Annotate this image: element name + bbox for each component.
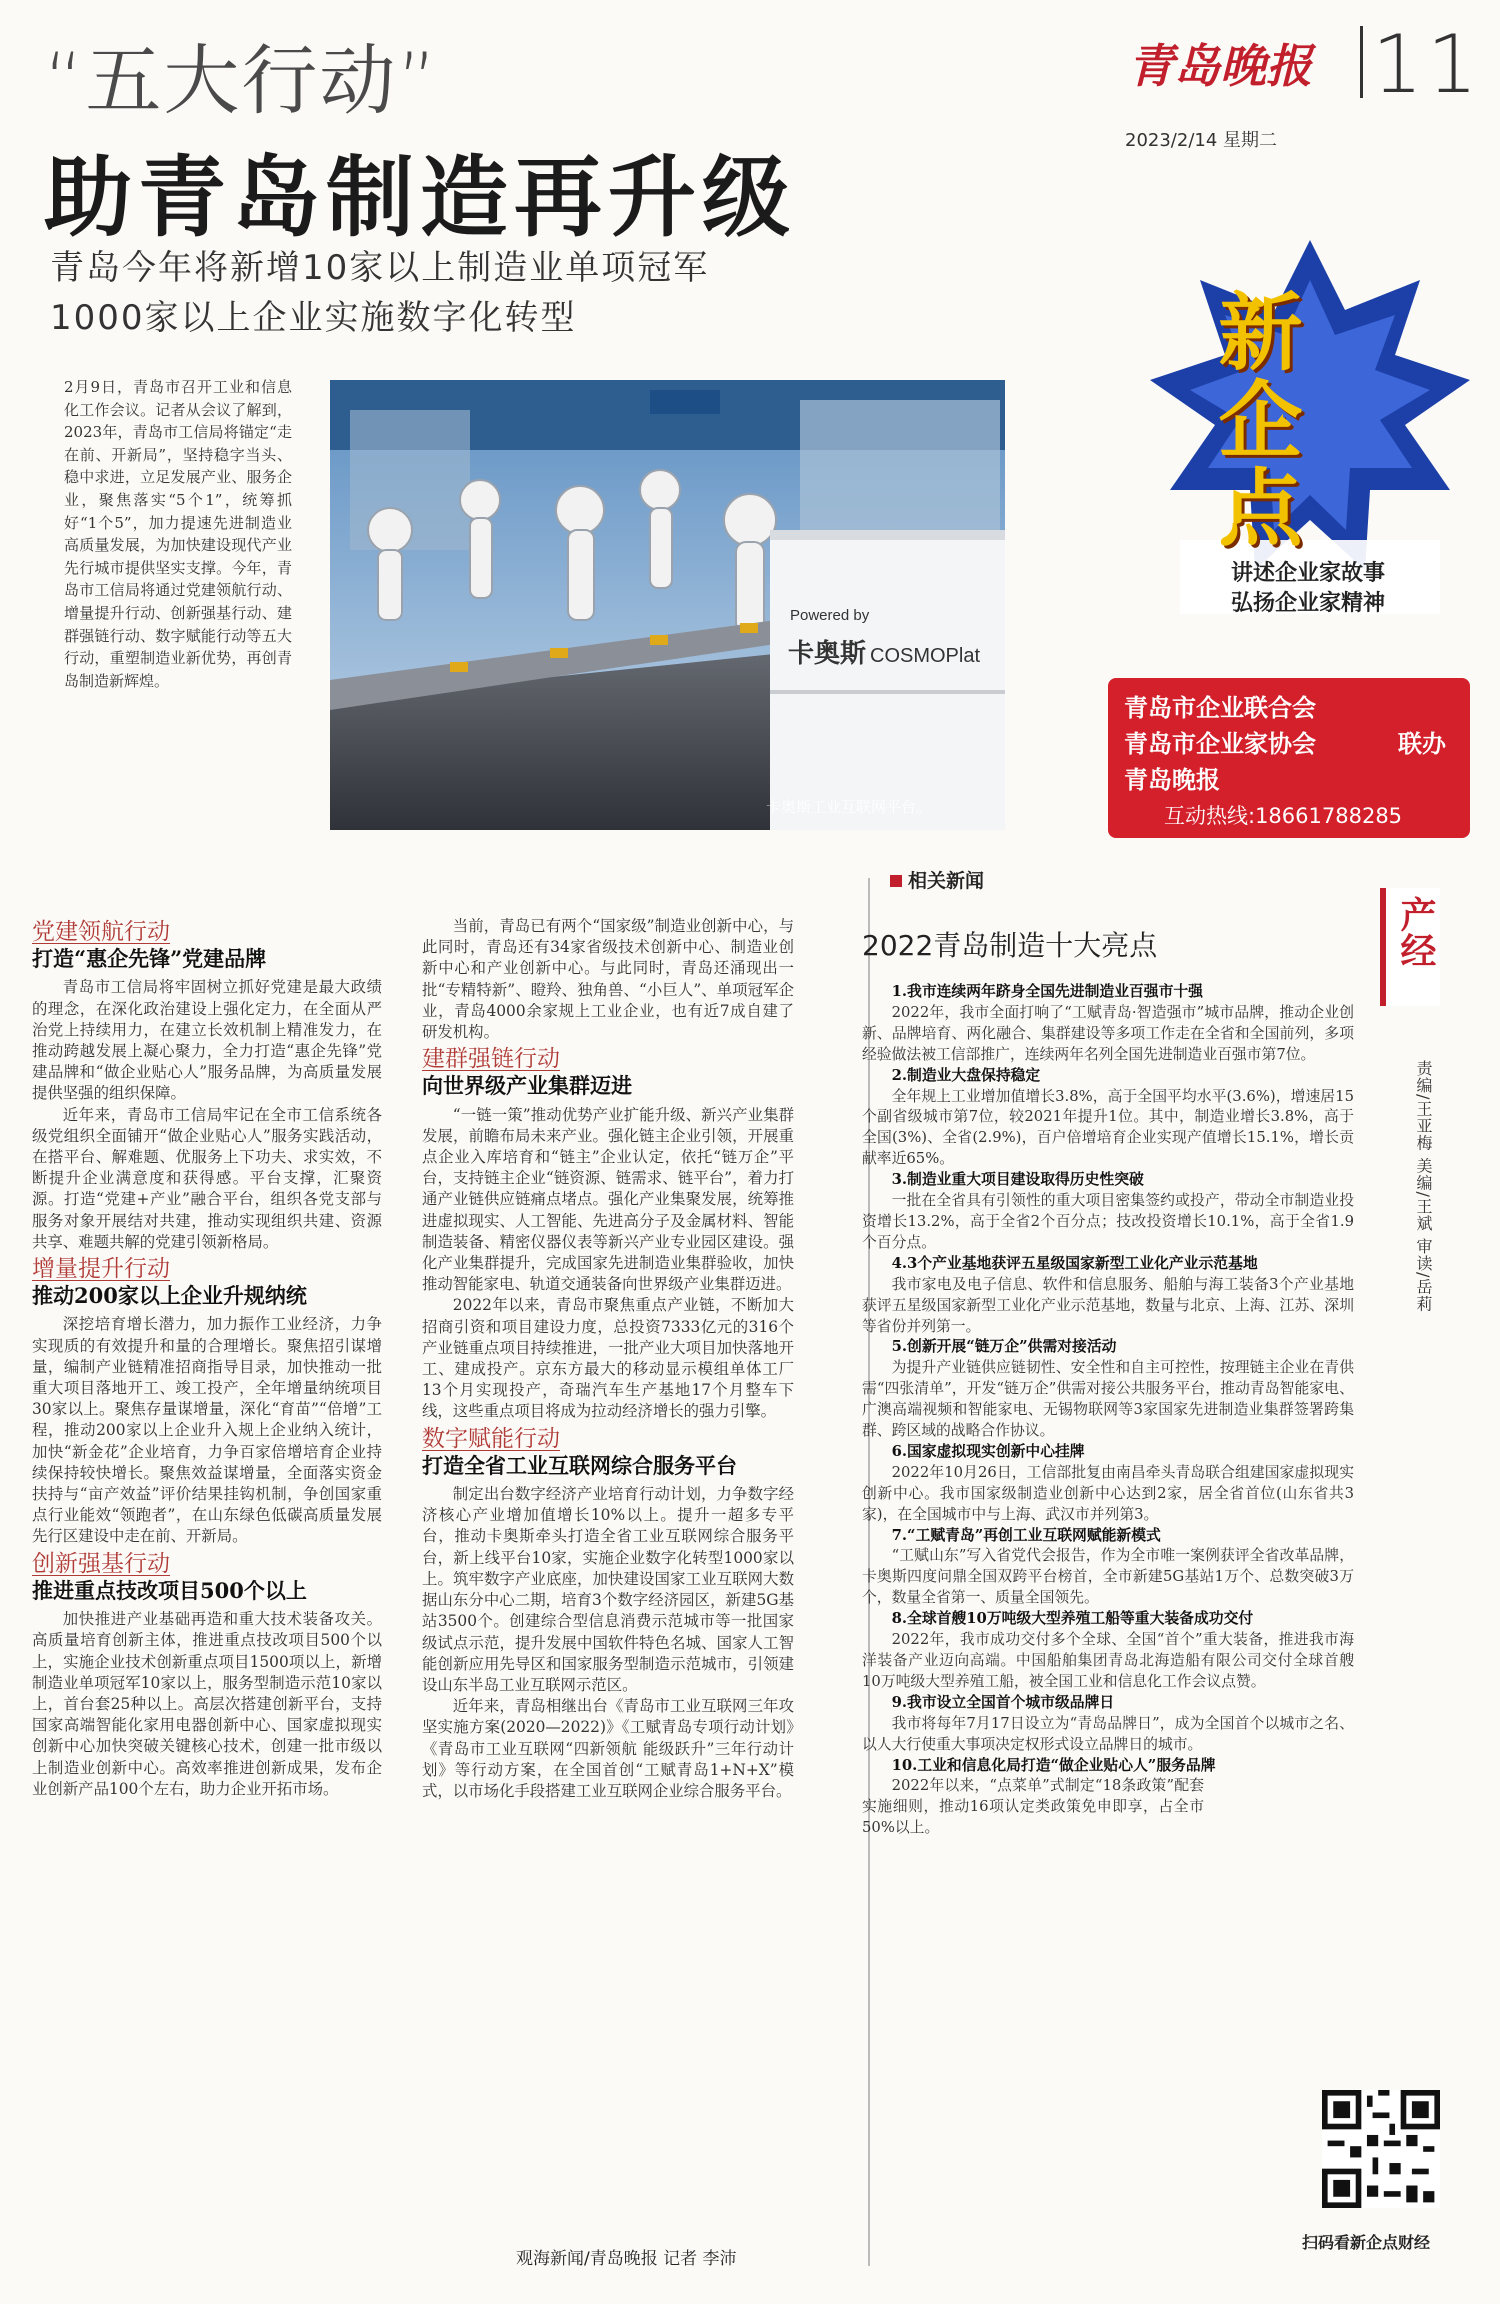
headline-main: 助青岛制造再升级 bbox=[44, 146, 797, 249]
paragraph: 近年来，青岛相继出台《青岛市工业互联网三年攻坚实施方案(2020—2022)》《工赋青岛专项行动计划》《青岛市工业互联网“四新领航 能级跃升”三年行动计划》等行动方案，在全国首创“工赋青岛1+N+X”模式，以市场化手段搭建工业互联网企业综合服务平台。 bbox=[422, 1697, 794, 1800]
paragraph: 近年来，青岛市工信局牢记在全市工信系统各级党组织全面铺开“做企业贴心人”服务实践活动，在搭平台、解难题、优服务上下功夫、求实效，不断提升企业满意度和获得感。平台支撑，汇聚资源。打造“党建+产业”融合平台，组织各党支部与服务对象开展结对共建，推动实现组织共建、资源共享、难题共解的党建引领新格局。 bbox=[32, 1105, 382, 1251]
badge-slogan-1: 讲述企业家故事 bbox=[1230, 561, 1385, 586]
byline: 观海新闻/青岛晚报 记者 李沛 bbox=[516, 2249, 737, 2269]
section-subtitle: 推进重点技改项目500个以上 bbox=[32, 1577, 307, 1603]
factory-photo bbox=[330, 380, 1005, 830]
list-item-body: “工赋山东”写入省党代会报告，作为全市唯一案例获评全省改革品牌，卡奥斯四度问鼎全国双跨平台榜首，全市新建5G基站1万个、总数突破3万个，数量全省第一、质量全国领先。 bbox=[862, 1547, 1354, 1607]
sponsor-org-2: 青岛市企业家协会 bbox=[1124, 730, 1316, 758]
section-subtitle: 打造全省工业互联网综合服务平台 bbox=[422, 1452, 737, 1478]
sponsor-org-3: 青岛晚报 bbox=[1124, 766, 1220, 794]
headline-subtitle-2: 1000家以上企业实施数字化转型 bbox=[50, 298, 577, 338]
qr-code[interactable] bbox=[1322, 2090, 1440, 2208]
list-item-heading: 8.全球首艘10万吨级大型养殖工船等重大装备成功交付 bbox=[891, 1610, 1254, 1628]
list-item-body: 2022年10月26日，工信部批复由南昌牵头青岛联合组建国家虚拟现实创新中心。我市国家级制造业创新中心达到2家，居全省首位(山东省共3家)，在全国城市中与上海、武汉市并列第3。 bbox=[862, 1463, 1354, 1523]
list-item-body: 2022年，我市成功交付多个全球、全国“首个”重大装备，推进我市海洋装备产业迈向高端。中国船舶集团青岛北海造船有限公司交付全球首艘10万吨级大型养殖工船，被全国工业和信息化工作会议点赞。 bbox=[862, 1631, 1354, 1690]
sign-brand-cn: 卡奥斯 bbox=[788, 639, 867, 669]
section-tag: 产经 bbox=[1395, 896, 1436, 968]
related-news-list bbox=[862, 982, 1354, 1839]
photo-caption: 卡奥斯工业互联网平台。 bbox=[766, 798, 932, 816]
editor-credits: 责编/王亚梅 美编/王斌 审读/岳莉 bbox=[1414, 1060, 1433, 1313]
related-news-tag: 相关新闻 bbox=[890, 866, 984, 893]
section-title: 创新强基行动 bbox=[32, 1550, 170, 1577]
list-item-heading: 3.制造业重大项目建设取得历史性突破 bbox=[891, 1171, 1144, 1189]
list-item-body: 我市家电及电子信息、软件和信息服务、船舶与海工装备3个产业基地获评五星级国家新型工业化产业示范基地，数量与北京、上海、江苏、深圳等省份并列第一。 bbox=[862, 1275, 1354, 1335]
section-title: 党建领航行动 bbox=[32, 919, 170, 945]
headline-quote: “五大行动” bbox=[44, 36, 439, 125]
paragraph: 深挖培育增长潜力，加力振作工业经济，力争实现质的有效提升和量的合理增长。聚焦招引谋增量，编制产业链精准招商指导目录，加快推动一批重大项目落地开工、竣工投产，全年增量纳统项目30家以上。聚焦存量谋增量，深化“育苗”“倍增”工程，推动200家以上企业升入规上企业纳入统计，加快“新金花”企业培育，力争百家倍增培育企业持续保持较快增长。聚焦效益谋增量，全面落实资金扶持与“亩产效益”评价结果挂钩机制，争创国家重点行业能效“领跑者”，在山东绿色低碳高质量发展先行区建设中走在前、开新局。 bbox=[32, 1315, 382, 1546]
issue-date: 2023/2/14 星期二 bbox=[1125, 130, 1278, 151]
paragraph: 制定出台数字经济产业培育行动计划，力争数字经济核心产业增加值增长10%以上。提升一超多专平台，推动卡奥斯牵头打造全省工业互联网综合服务平台，新上线平台10家，实施企业数字化转型1000家以上。筑牢数字产业底座，加快建设国家工业互联网大数据山东分中心二期，培育3个数字经济园区，新建5G基站3500个。创建综合型信息消费示范城市等一批国家级试点示范，提升发展中国软件特色名城、国家人工智能创新应用先导区和国家服务型制造示范城市，引领建设山东半岛工业互联网示范区。 bbox=[422, 1485, 794, 1694]
newspaper-logo: 青岛晚报 bbox=[1128, 39, 1312, 93]
sponsor-hotline: 互动热线:18661788285 bbox=[1164, 804, 1403, 828]
paragraph: 青岛市工信局将牢固树立抓好党建是最大政绩的理念，在深化政治建设上强化定力，在全面从严治党上持续用力，在建立长效机制上精准发力，在推动跨越发展上凝心聚力，全力打造“惠企先锋”党建品牌和“做企业贴心人”服务品牌，为高质量发展提供坚强的组织保障。 bbox=[32, 978, 382, 1103]
list-item-body: 2022年以来，“点菜单”式制定“18条政策”配套实施细则，推动16项认定类政策免申即享，占全市50%以上。 bbox=[862, 1777, 1204, 1837]
paragraph: 当前，青岛已有两个“国家级”制造业创新中心，与此同时，青岛还有34家省级技术创新中心、制造业创新中心和产业创新中心。与此同时，青岛还涌现出一批“专精特新”、瞪羚、独角兽、“小巨人”、单项冠军企业，青岛4000余家规上工业企业，也有近7成自建了研发机构。 bbox=[422, 917, 794, 1042]
badge-title: 新企点 bbox=[1205, 288, 1303, 552]
sponsor-joint: 联办 bbox=[1398, 730, 1446, 758]
qr-code-icon bbox=[1322, 2090, 1440, 2208]
lead-paragraph: 2月9日，青岛市召开工业和信息化工作会议。记者从会议了解到，2023年，青岛市工信局将锚定“走在前、开新局”，坚持稳字当头、稳中求进，立足发展产业、服务企业，聚焦落实“5个1”，统筹抓好“1个5”，加力提速先进制造业高质量发展，为加快建设现代产业先行城市提供坚实支撑。今年，青岛市工信局将通过党建领航行动、增量提升行动、创新强基行动、建群强链行动、数字赋能行动等五大行动，重塑制造业新优势，再创青岛制造新辉煌。 bbox=[64, 378, 292, 690]
sign-brand-en: COSMOPlat bbox=[870, 645, 981, 667]
badge-slogan-2: 弘扬企业家精神 bbox=[1230, 591, 1385, 616]
list-item-heading: 10.工业和信息化局打造“做企业贴心人”服务品牌 bbox=[891, 1756, 1216, 1774]
list-item-body: 全年规上工业增加值增长3.8%，高于全国平均水平(3.6%)，增速居15个副省级城市第7位，较2021年提升1位。其中，制造业增长3.8%，高于全国(3%)、全省(2.9%)，百户倍增培育企业实现产值增长15.1%，增长贡献率近65%。 bbox=[862, 1087, 1354, 1168]
list-item-heading: 6.国家虚拟现实创新中心挂牌 bbox=[891, 1442, 1085, 1460]
list-item-body: 2022年，我市全面打响了“工赋青岛·智造强市”城市品牌，推动企业创新、品牌培育、两化融合、集群建设等多项工作走在全省和全国前列，多项经验做法被工信部推广，连续两年名列全国先进制造业百强市第7位。 bbox=[862, 1003, 1354, 1063]
list-item-heading: 2.制造业大盘保持稳定 bbox=[891, 1066, 1041, 1084]
list-item-heading: 9.我市设立全国首个城市级品牌日 bbox=[891, 1693, 1115, 1711]
paragraph: 加快推进产业基础再造和重大技术装备攻关。高质量培育创新主体，推进重点技改项目500个以上，实施企业技术创新重点项目1500项以上，新增制造业单项冠军10家以上，服务型制造示范10家以上，首台套25种以上。高层次搭建创新平台，支持国家高端智能化家用电器创新中心、国家虚拟现实创新中心加快突破关键核心技术，创建一批市级以上制造业创新中心。高效率推进创新成果，发布企业创新产品100个左右，助力企业开拓市场。 bbox=[32, 1610, 382, 1798]
section-subtitle: 推动200家以上企业升规纳统 bbox=[32, 1283, 307, 1309]
list-item-body: 一批在全省具有引领性的重大项目密集签约或投产，带动全市制造业投资增长13.2%，高于全省2个百分点；技改投资增长10.1%，高于全省1.9个百分点。 bbox=[862, 1192, 1354, 1251]
article-column-2 bbox=[422, 916, 794, 1802]
paragraph: 2022年以来，青岛市聚焦重点产业链，不断加大招商引资和项目建设力度，总投资7333亿元的316个产业链重点项目持续推进，一批产业大项目加快落地开工、建成投产。京东方最大的移动显示模组单体工厂13个月实现投产，奇瑞汽车生产基地17个月整车下线，这些重点项目将成为拉动经济增长的强力引擎。 bbox=[422, 1296, 794, 1421]
article-column-1 bbox=[32, 916, 382, 1800]
section-title: 建群强链行动 bbox=[422, 1046, 560, 1073]
section-subtitle: 打造“惠企先锋”党建品牌 bbox=[32, 946, 267, 972]
sign-powered-text: Powered by bbox=[790, 607, 870, 624]
section-title: 数字赋能行动 bbox=[422, 1425, 560, 1452]
list-item-heading: 5.创新开展“链万企”供需对接活动 bbox=[891, 1338, 1117, 1356]
headline-subtitle-1: 青岛今年将新增10家以上制造业单项冠军 bbox=[50, 248, 710, 288]
robot-arm-illustration bbox=[330, 380, 1005, 830]
list-item-heading: 4.3个产业基地获评五星级国家新型工业化产业示范基地 bbox=[891, 1254, 1258, 1272]
list-item-heading: 1.我市连续两年跻身全国先进制造业百强市十强 bbox=[891, 983, 1203, 1000]
list-item-heading: 7.“工赋青岛”再创工业互联网赋能新模式 bbox=[891, 1526, 1161, 1544]
related-news-title: 2022青岛制造十大亮点 bbox=[862, 929, 1158, 962]
page-number: 11 bbox=[1372, 18, 1482, 111]
section-title: 增量提升行动 bbox=[32, 1256, 170, 1283]
paragraph: “一链一策”推动优势产业扩能升级、新兴产业集群发展，前瞻布局未来产业。强化链主企业引领，开展重点企业入库培育和“链主”企业认定，依托“链万企”平台，支持链主企业“链资源、链需求、链平台”，着力打通产业链供应链痛点堵点。强化产业集聚发展，统筹推进虚拟现实、人工智能、先进高分子及金属材料、智能制造装备、精密仪器仪表等新兴产业专业园区建设。强化产业集群提升，完成国家先进制造业集群验收，加快推动智能家电、轨道交通装备向世界级产业集群迈进。 bbox=[422, 1105, 794, 1294]
list-item-body: 为提升产业链供应链韧性、安全性和自主可控性，按理链主企业在青供需“四张清单”，开发“链万企”供需对接公共服务平台，推动青岛智能家电、广澳高端视频和智能家电、无锡物联网等3家国家先进制造业集群签署跨集群、跨区域的战略合作协议。 bbox=[862, 1359, 1354, 1440]
section-subtitle: 向世界级产业集群迈进 bbox=[422, 1073, 632, 1099]
sponsor-org-1: 青岛市企业联合会 bbox=[1124, 694, 1316, 722]
list-item-body: 我市将每年7月17日设立为“青岛品牌日”，成为全国首个以城市之名、以人大行使重大事项决定权形式设立品牌日的城市。 bbox=[862, 1714, 1354, 1753]
qr-caption: 扫码看新企点财经 bbox=[1302, 2233, 1431, 2252]
masthead-divider bbox=[1360, 26, 1363, 98]
